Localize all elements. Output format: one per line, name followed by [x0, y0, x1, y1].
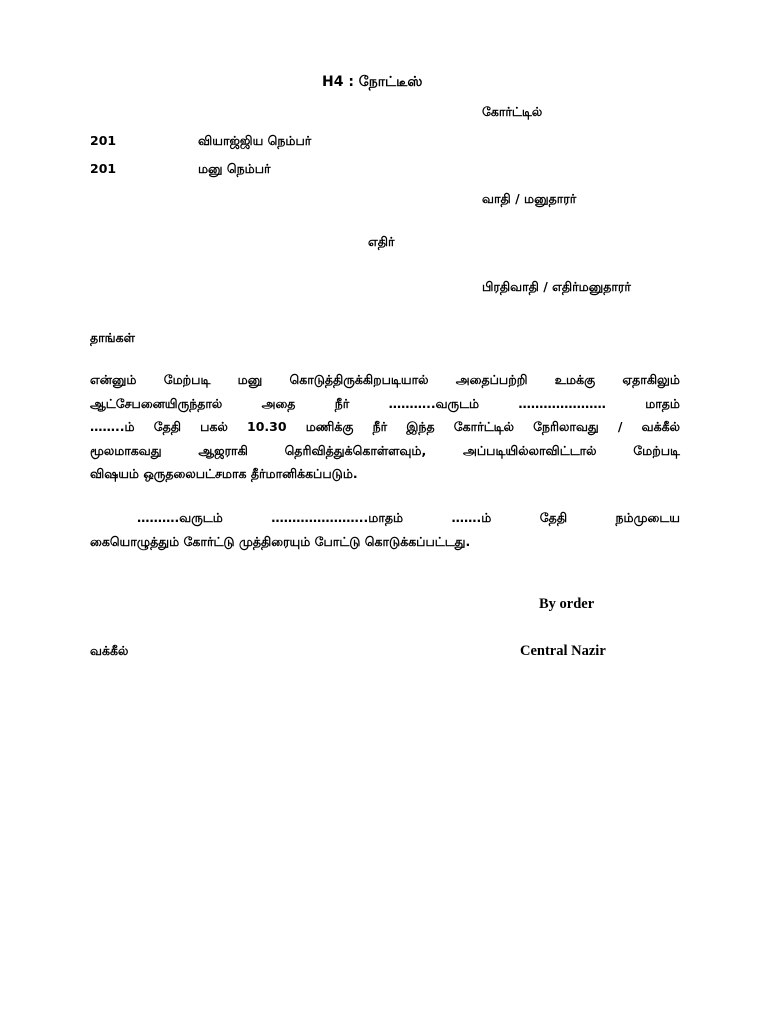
paragraph-line: மூலமாகவது ஆஜராகி தெரிவித்துக்கொள்ளவும், அப்படியில்லாவிட்டால் மேற்படி: [90, 442, 680, 458]
paragraph-line: ஆட்சேபனையிருந்தால் அதை நீர் ………..வருடம் ………………… மாதம்: [90, 395, 680, 411]
paragraph-line: என்னும் மேற்படி மனு கொடுத்திருக்கிறபடியால் அதைப்பற்றி உமக்கு ஏதாகிலும்: [90, 372, 680, 387]
advocate-label: வக்கீல்: [90, 643, 129, 658]
addressee-label: தாங்கள்: [90, 330, 135, 345]
notice-paragraph: [90, 368, 680, 486]
court-line: கோர்ட்டில்: [482, 104, 543, 119]
petition-number-label: மனு நெம்பர்: [198, 161, 271, 176]
issued-paragraph: [90, 506, 680, 553]
versus-label: எதிர்: [368, 234, 395, 249]
case-year-1: 201: [90, 133, 117, 148]
paragraph-line: விஷயம் ஒருதலைபட்சமாக தீர்மானிக்கப்படும்.: [90, 466, 358, 481]
by-order-label: By order: [539, 596, 595, 612]
notice-title: H4 : நோட்டீஸ்: [322, 74, 423, 90]
respondent-label: பிரதிவாதி / எதிர்மனுதாரர்: [482, 279, 631, 294]
central-nazir-label: Central Nazir: [520, 643, 606, 659]
paragraph-line: ……..ம் தேதி பகல் 10.30 மணிக்கு நீர் இந்த கோர்ட்டில் நேரிலாவது / வக்கீல்: [90, 419, 680, 434]
petitioner-label: வாதி / மனுதாரர்: [482, 191, 577, 206]
suit-number-label: வியாஜ்ஜிய நெம்பர்: [198, 133, 312, 148]
paragraph-line: கையொழுத்தும் கோர்ட்டு முத்திரையும் போட்டு கொடுக்கப்பட்டது.: [90, 533, 471, 549]
paragraph-line: ……….வருடம் …………………..மாதம் …….ம் தேதி நம்முடைய: [137, 510, 680, 525]
case-year-2: 201: [90, 161, 117, 176]
